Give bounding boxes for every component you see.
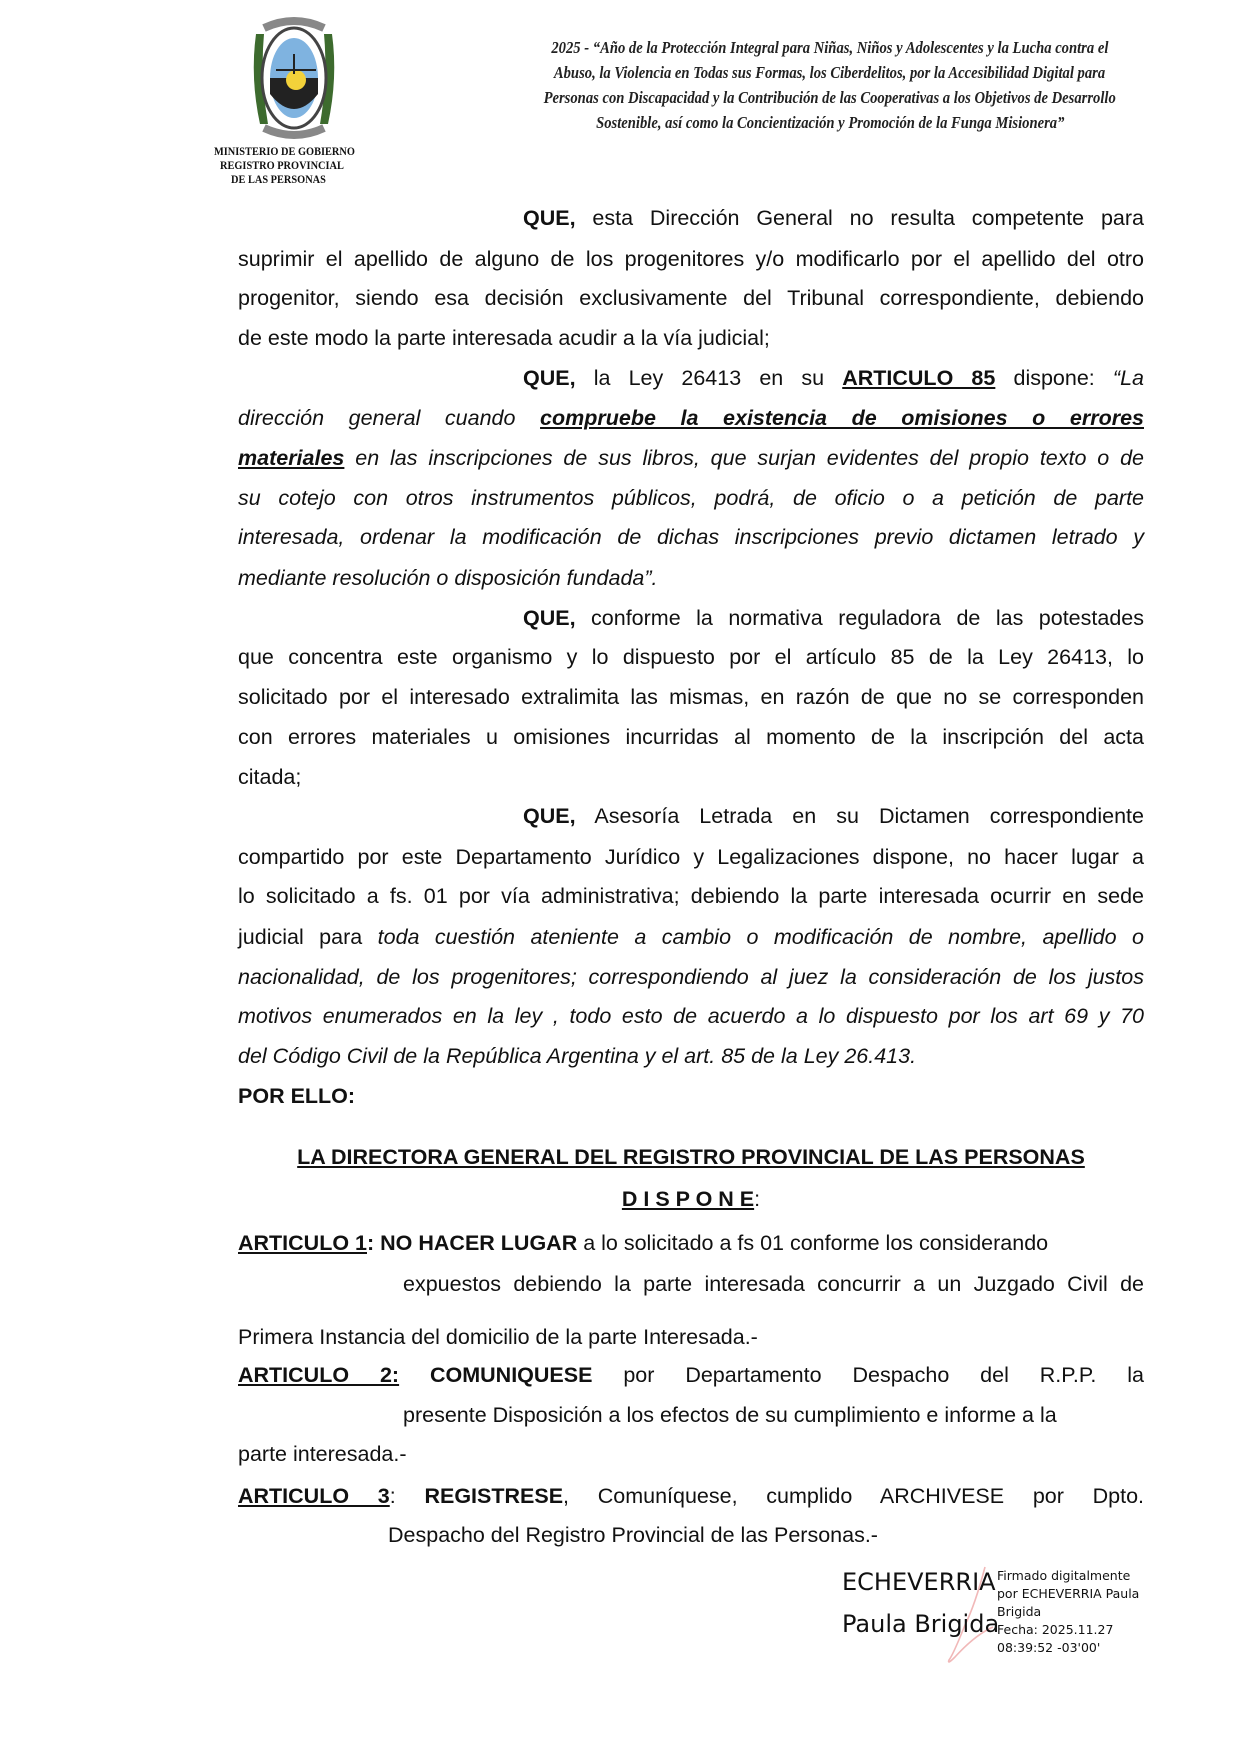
text-line: citada; <box>238 765 302 789</box>
text-line: interesada, ordenar la modificación de dichas inscripciones previo dictamen letrado y <box>238 525 1144 549</box>
text-line: QUE, la Ley 26413 en su ARTICULO 85 dispone: “La <box>523 366 1144 390</box>
text-line: Despacho del Registro Provincial de las Personas.- <box>388 1523 878 1547</box>
text-line: dirección general cuando compruebe la existencia de omisiones o errores <box>238 406 1144 430</box>
text-line: que concentra este organismo y lo dispuesto por el artículo 85 de la Ley 26413, lo <box>238 645 1144 669</box>
text-line: QUE, Asesoría Letrada en su Dictamen correspondiente <box>523 804 1144 828</box>
text-line: progenitor, siendo esa decisión exclusivamente del Tribunal correspondiente, debiendo <box>238 286 1144 310</box>
registry-name: REGISTRO PROVINCIAL <box>220 160 344 172</box>
text-line: Primera Instancia del domicilio de la parte Interesada.- <box>238 1325 758 1349</box>
articulo-3: ARTICULO 3: REGISTRESE, Comuníquese, cumplido ARCHIVESE por Dpto. <box>238 1484 1145 1508</box>
text-line: materiales en las inscripciones de sus libros, que surjan evidentes del propio texto o de <box>238 446 1144 470</box>
year-motto-line: 2025 - “Año de la Protección Integral para Niñas, Niños y Adolescentes y la Lucha contra el <box>551 38 1109 57</box>
articulo-1: ARTICULO 1: NO HACER LUGAR a lo solicitado a fs 01 conforme los considerando <box>238 1231 1049 1255</box>
provincia-misiones-seal-logo <box>246 14 342 142</box>
year-motto-line: Personas con Discapacidad y la Contribución de las Cooperativas a los Objetivos de Desarrollo <box>543 88 1117 107</box>
directora-heading: LA DIRECTORA GENERAL DEL REGISTRO PROVINCIAL DE LAS PERSONAS <box>297 1145 1085 1169</box>
text-line: expuestos debiendo la parte interesada concurrir a un Juzgado Civil de <box>403 1272 1144 1296</box>
text-line: nacionalidad, de los progenitores; correspondiendo al juez la consideración de los justos <box>238 965 1144 989</box>
text-line: mediante resolución o disposición fundada”. <box>238 566 658 590</box>
text-line: judicial para toda cuestión ateniente a cambio o modificación de nombre, apellido o <box>238 925 1144 949</box>
text-line: del Código Civil de la República Argentina y el art. 85 de la Ley 26.413. <box>238 1044 917 1068</box>
text-line: compartido por este Departamento Jurídico y Legalizaciones dispone, no hacer lugar a <box>238 845 1144 869</box>
text-line: lo solicitado a fs. 01 por vía administrativa; debiendo la parte interesada ocurrir en sede <box>238 884 1144 908</box>
text-line: su cotejo con otros instrumentos públicos, podrá, de oficio o a petición de parte <box>238 486 1144 510</box>
articulo-2: ARTICULO 2: COMUNIQUESE por Departamento Despacho del R.P.P. la <box>238 1363 1144 1387</box>
signer-given-names: Paula Brigida <box>842 1610 1000 1638</box>
year-motto-line: Abuso, la Violencia en Todas sus Formas, los Ciberdelitos, por la Accesibilidad Digital para <box>554 63 1106 82</box>
signature-date: Fecha: 2025.11.27 <box>997 1622 1114 1637</box>
dispone-heading: D I S P O N E: <box>621 1187 761 1211</box>
text-line: QUE, esta Dirección General no resulta competente para <box>523 206 1144 230</box>
signature-detail: Firmado digitalmente <box>997 1568 1131 1583</box>
text-line: de este modo la parte interesada acudir a la vía judicial; <box>238 326 770 350</box>
text-line: parte interesada.- <box>238 1442 407 1466</box>
ministry-name: MINISTERIO DE GOBIERNO <box>214 146 355 158</box>
signature-detail: Brigida <box>997 1604 1042 1619</box>
text-line: motivos enumerados en la ley , todo esto de acuerdo a lo dispuesto por los art 69 y 70 <box>238 1004 1144 1028</box>
por-ello-heading: POR ELLO: <box>238 1084 356 1108</box>
signature-time: 08:39:52 -03'00' <box>997 1640 1101 1655</box>
signer-surname: ECHEVERRIA <box>842 1568 996 1596</box>
text-line: suprimir el apellido de alguno de los progenitores y/o modificarlo por el apellido del otro <box>238 247 1144 271</box>
text-line: solicitado por el interesado extralimita las mismas, en razón de que no se corresponden <box>238 685 1144 709</box>
text-line: con errores materiales u omisiones incurridas al momento de la inscripción del acta <box>238 725 1144 749</box>
text-line: QUE, conforme la normativa reguladora de las potestades <box>523 606 1144 630</box>
year-motto-line: Sostenible, así como la Concientización y Promoción de la Funga Misionera” <box>595 113 1065 132</box>
signature-detail: por ECHEVERRIA Paula <box>997 1586 1140 1601</box>
registry-name-2: DE LAS PERSONAS <box>231 174 326 186</box>
text-line: presente Disposición a los efectos de su cumplimiento e informe a la <box>403 1403 1057 1427</box>
